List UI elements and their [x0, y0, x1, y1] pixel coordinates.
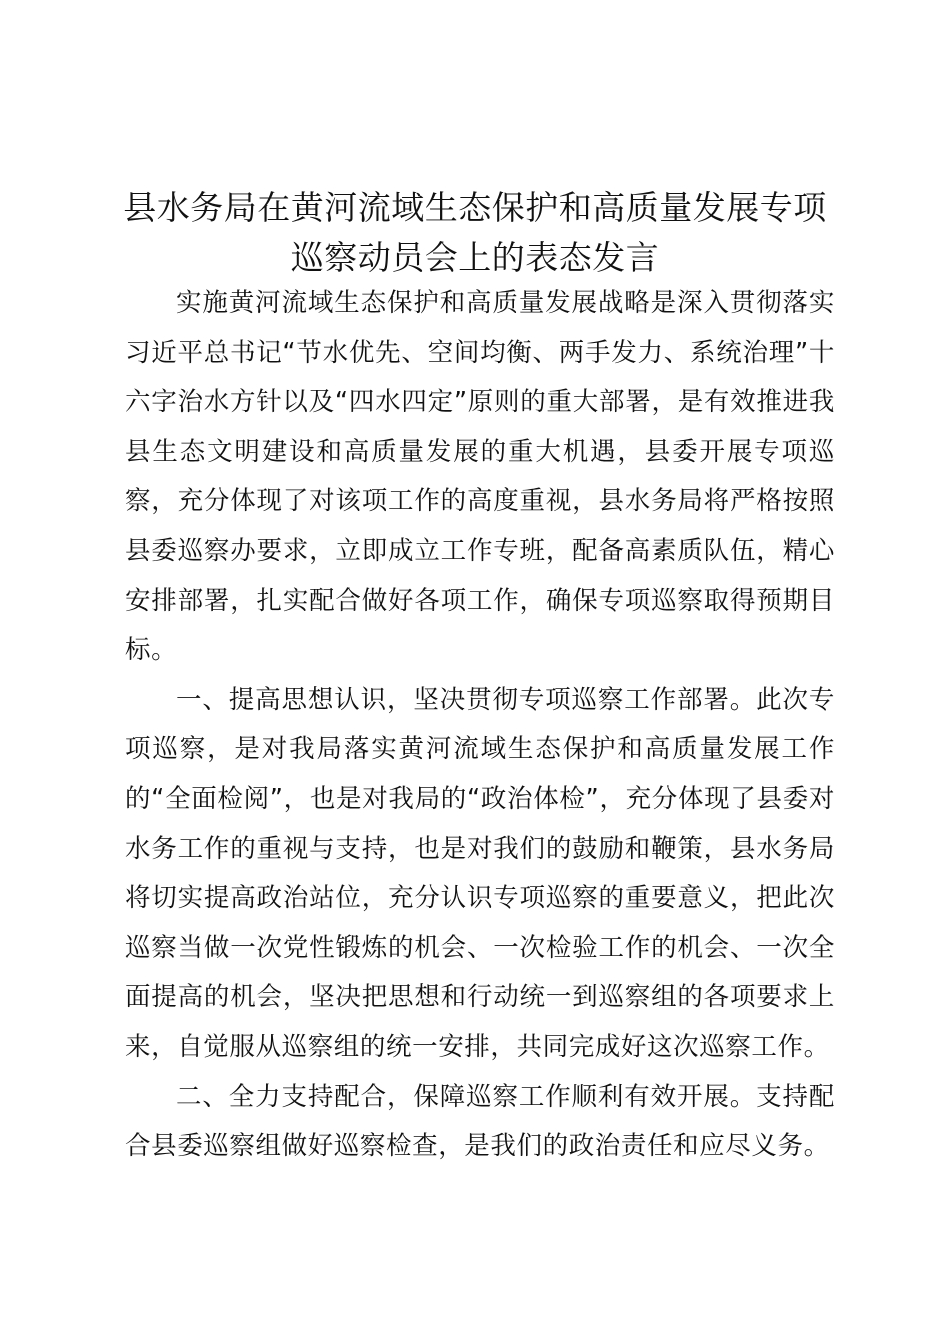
paragraph-intro: 实施黄河流域生态保护和高质量发展战略是深入贯彻落实习近平总书记“节水优先、空间均衡、两手发力、系统治理”十六字治水方针以及“四水四定”原则的重大部署，是有效推进我县生态文明建设和高质量发展的重大机遇，县委开展专项巡察，充分体现了对该项工作的高度重视，县水务局将严格按照县委巡察办要求，立即成立工作专班，配备高素质队伍，精心安排部署，扎实配合做好各项工作，确保专项巡察取得预期目标。 [125, 288, 835, 666]
document-title: 县水务局在黄河流域生态保护和高质量发展专项巡察动员会上的表态发言 [123, 188, 827, 277]
paragraph-section-one: 一、提高思想认识，坚决贯彻专项巡察工作部署。此次专项巡察，是对我局落实黄河流域生态保护和高质量发展工作的“全面检阅”，也是对我局的“政治体检”，充分体现了县委对水务工作的重视与支持，也是对我们的鼓励和鞭策，县水务局将切实提高政治站位，充分认识专项巡察的重要意义，把此次巡察当做一次党性锻炼的机会、一次检验工作的机会、一次全面提高的机会，坚决把思想和行动统一到巡察组的各项要求上来，自觉服从巡察组的统一安排，共同完成好这次巡察工作。 [125, 684, 835, 1062]
paragraph-section-two: 二、全力支持配合，保障巡察工作顺利有效开展。支持配合县委巡察组做好巡察检查，是我们的政治责任和应尽义务。 [125, 1081, 835, 1162]
document-body [125, 279, 835, 1172]
